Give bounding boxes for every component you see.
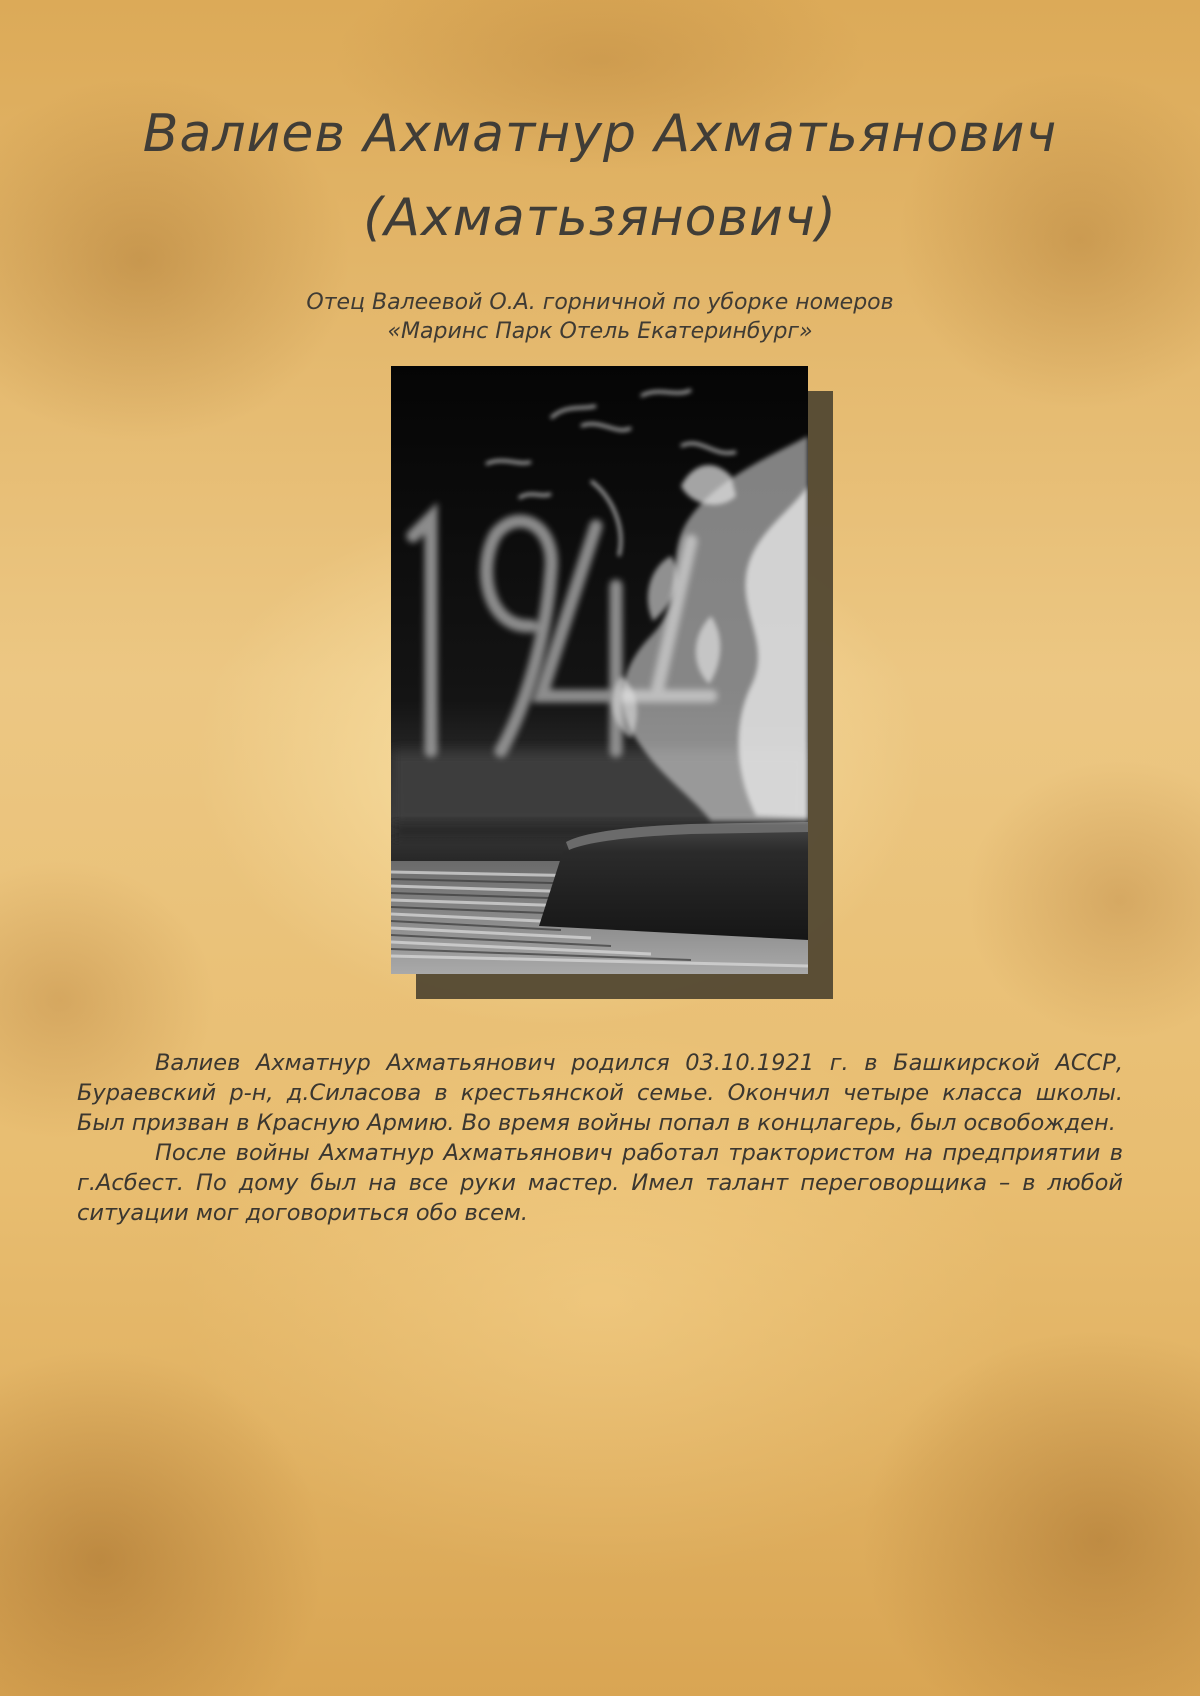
- eternal-flame-photo: [391, 366, 808, 974]
- biography-paragraph-1: Валиев Ахматнур Ахматьянович родился 03.10.1921 г. в Башкирской АССР, Бураевский р-н, д.Силасова в крестьянской семье. Окончил четыре класса школы. Был призван в Красную Армию. Во время войны попал в концлагерь, был освобожден.: [77, 1050, 1123, 1136]
- page-title: [60, 92, 1140, 260]
- biography-paragraph-2: После войны Ахматнур Ахматьянович работал трактористом на предприятии в г.Асбест. По дому был на все руки мастер. Имел талант переговорщика – в любой ситуации мог договориться обо всем.: [77, 1140, 1123, 1226]
- subtitle: [160, 288, 1040, 346]
- title-name: Валиев Ахматнур Ахматьянович: [142, 104, 1058, 164]
- photo-frame: [391, 366, 808, 974]
- biography: [77, 1048, 1123, 1228]
- subtitle-line-1: Отец Валеевой О.А. горничной по уборке номеров: [306, 290, 894, 315]
- title-patronymic-variant: (Ахматьзянович): [363, 188, 837, 248]
- subtitle-line-2: «Маринс Парк Отель Екатеринбург»: [387, 319, 813, 344]
